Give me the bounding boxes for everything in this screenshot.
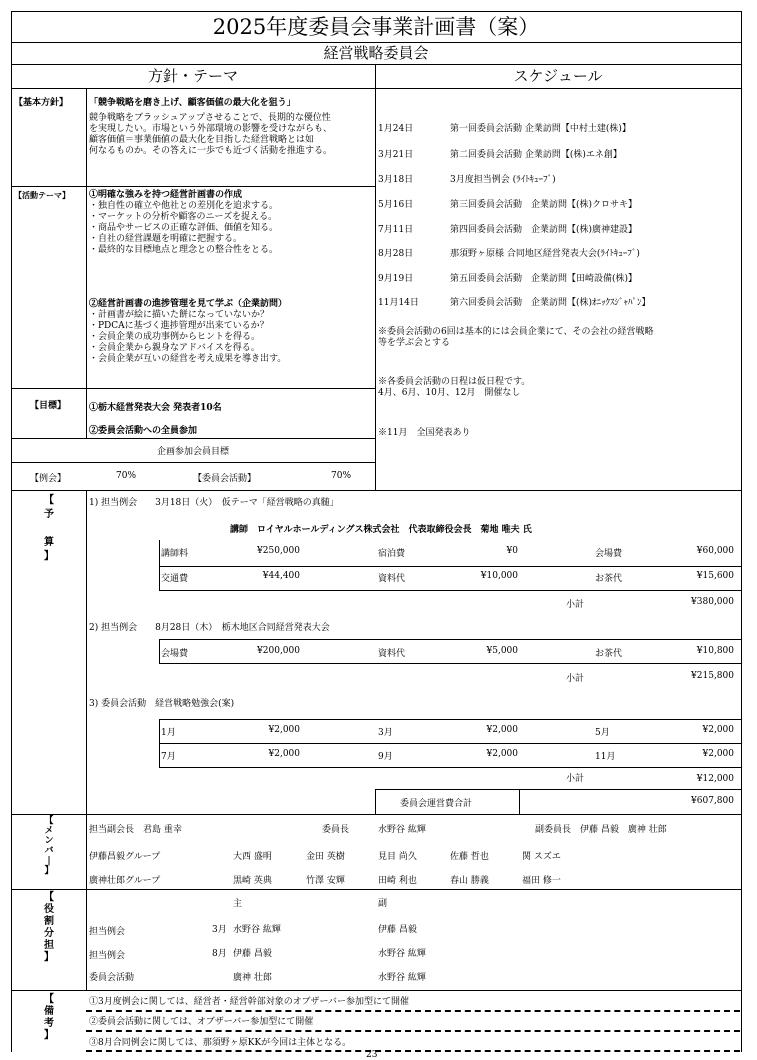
member-text: 田崎 利也 (378, 876, 417, 886)
committee-name: 経営戦略委員会 (323, 44, 429, 62)
budget-item-label: 3月 (378, 728, 393, 738)
budget-s3-header: 3) 委員会活動 経営戦略勉強会(案) (89, 699, 235, 709)
budget-item-value: ¥15,600 (696, 571, 734, 581)
role-month: 8月 (212, 949, 227, 959)
budget-item-label: 交通費 (161, 574, 189, 584)
budget-item-value: ¥200,000 (257, 646, 300, 656)
schedule-date: 5月16日 (378, 200, 414, 210)
budget-item-label: 会場費 (595, 549, 623, 559)
subtotal-value: ¥12,000 (696, 774, 734, 784)
goal-1: ①栃木経営発表大会 発表者10名 (89, 403, 222, 413)
budget-item-value: ¥60,000 (696, 546, 734, 556)
role-sub: 水野谷 紘輝 (378, 973, 426, 983)
schedule-event: 3月度担当例会 (ﾗｲﾄｷｭｰﾌﾞ) (450, 175, 556, 185)
role-sub: 水野谷 紘輝 (378, 949, 426, 959)
budget-s1-lecturer: 講師 ロイヤルホールディングス株式会社 代表取締役会長 菊地 唯夫 氏 (230, 525, 532, 535)
remark-item: ③8月合同例会に関しては、那須野ヶ原KKが今回は主体となる。 (89, 1038, 352, 1048)
budget-item-value: ¥250,000 (257, 546, 300, 556)
schedule-date: 11月14日 (378, 298, 419, 308)
schedule-note-3: ※11月 全国発表あり (378, 428, 471, 438)
participation-header: 企画参加会員目標 (156, 447, 229, 457)
schedule-event: 第一回委員会活動 企業訪問【中村土建(株)】 (450, 124, 631, 134)
schedule-date: 9月19日 (378, 274, 414, 284)
member-text: 副委員長 伊藤 昌毅 廣神 壮郎 (535, 825, 667, 835)
role-main: 廣神 壮郎 (233, 973, 272, 983)
total-value: ¥607,800 (691, 796, 734, 806)
reikai-value: 70% (116, 471, 137, 481)
member-text: 竹澤 安輝 (306, 876, 345, 886)
subtotal-label: 小計 (566, 600, 585, 610)
subtotal-value: ¥380,000 (691, 597, 734, 607)
member-text: 担当副会長 君島 重幸 (89, 825, 182, 835)
budget-item-label: 会場費 (161, 649, 189, 659)
budget-item-value: ¥10,800 (696, 646, 734, 656)
basic-policy-heading: 「競争戦略を磨き上げ、顧客価値の最大化を狙う」 (89, 98, 296, 108)
roles-main-header: 主 (233, 899, 243, 909)
member-text: 関 スズエ (522, 852, 561, 862)
member-text: 福田 修一 (522, 876, 561, 886)
member-text: 大西 盛明 (233, 852, 272, 862)
budget-s2-header: 2) 担当例会 8月28日（木） 栃木地区合同経営発表大会 (89, 623, 330, 633)
remarks-label: 【 備 考 】 (44, 994, 54, 1041)
budget-item-label: お茶代 (595, 574, 623, 584)
policy-header: 方針・テーマ (147, 67, 238, 85)
budget-item-value: ¥2,000 (486, 725, 518, 735)
iinkai-value: 70% (331, 471, 352, 481)
remark-item: ②委員会活動に関しては、オブザーバー参加型にて開催 (89, 1017, 314, 1027)
schedule-date: 8月28日 (378, 249, 414, 259)
budget-item-label: 講師料 (161, 549, 189, 559)
schedule-header: スケジュール (513, 67, 603, 85)
budget-item-label: 1月 (161, 728, 176, 738)
budget-item-label: 宿泊費 (378, 549, 406, 559)
basic-policy-body: 競争戦略をブラッシュアップさせることで、長期的な優位性 を実現したい。市場という外部環境の影響を受けながらも、 顧客価値＝事業価値の最大化を目指した経営戦略とは如 何なるものか。その答えに一歩でも近づく活動を推進する。 (89, 113, 333, 156)
schedule-note-1: ※委員会活動の6回は基本的には会員企業にて、その会社の経営戦略 等を学ぶ会とする (378, 327, 654, 348)
reikai-label: 【例会】 (30, 474, 67, 484)
subtotal-value: ¥215,800 (691, 671, 734, 681)
total-label: 委員会運営費合計 (400, 799, 473, 809)
schedule-event: 第四回委員会活動 企業訪問【(株)廣神建設】 (450, 225, 638, 235)
role-sub: 伊藤 昌毅 (378, 925, 417, 935)
budget-item-value: ¥2,000 (486, 749, 518, 759)
subtotal-label: 小計 (566, 674, 585, 684)
budget-item-value: ¥2,000 (702, 725, 734, 735)
schedule-date: 1月24日 (378, 124, 414, 134)
basic-policy-label: 【基本方針】 (14, 98, 69, 108)
role-name: 担当例会 (89, 927, 126, 937)
budget-item-value: ¥44,400 (262, 571, 300, 581)
budget-item-value: ¥2,000 (268, 725, 300, 735)
role-month: 3月 (212, 925, 227, 935)
budget-label: 【 予 算 】 (44, 495, 54, 562)
page-number: 23 (366, 1050, 378, 1060)
schedule-event: 第五回委員会活動 企業訪問【田崎設備(株)】 (450, 274, 638, 284)
schedule-note-2: ※各委員会活動の日程は仮日程です。 4月、6月、10月、12月 開催なし (378, 377, 531, 398)
budget-item-label: 9月 (378, 752, 393, 762)
schedule-event: 那須野ヶ原様 合同地区経営発表大会(ﾗｲﾄｷｭｰﾌﾞ) (450, 249, 640, 259)
theme-2: ②経営計画書の進捗管理を見て学ぶ（企業訪問） ・計画書が絵に描いた餅になっていないか？ ・PDCAに基づく進捗管理が出来ているか？ ・会員企業の成功事例からヒントを得る。 ・会員企業から親身なアドバイスを得る。 ・会員企業が互いの経営を考え成果を導き出す。 (89, 299, 288, 364)
budget-s1-header: 1) 担当例会 3月18日（火） 仮テーマ「経営戦略の真髄」 (89, 498, 339, 508)
activity-theme-label: 【活動テーマ】 (14, 190, 70, 200)
role-name: 委員会活動 (89, 973, 135, 983)
budget-item-value: ¥2,000 (268, 749, 300, 759)
schedule-event: 第二回委員会活動 企業訪問【(株)エネ創】 (450, 150, 622, 160)
budget-item-value: ¥10,000 (480, 571, 518, 581)
member-text: 黒崎 英典 (233, 876, 272, 886)
subtotal-label: 小計 (566, 774, 585, 784)
budget-item-label: 11月 (595, 752, 616, 762)
schedule-date: 3月18日 (378, 175, 414, 185)
remark-item: ①3月度例会に関しては、経営者・経営幹部対象のオブザーバー参加型にて開催 (89, 997, 410, 1007)
schedule-date: 7月11日 (378, 225, 414, 235)
member-text: 見目 尚久 (378, 852, 417, 862)
page-title: 2025年度委員会事業計画書（案） (212, 15, 540, 39)
budget-item-value: ¥2,000 (702, 749, 734, 759)
schedule-date: 3月21日 (378, 150, 414, 160)
member-text: 金田 英樹 (306, 852, 345, 862)
budget-item-label: 資料代 (378, 574, 406, 584)
roles-label: 【 役 割 分 担 】 (44, 892, 54, 963)
budget-item-label: 5月 (595, 728, 610, 738)
budget-item-label: 7月 (161, 752, 176, 762)
member-text: 廣神壮郎グループ (89, 876, 161, 886)
roles-sub-header: 副 (378, 899, 388, 909)
goal-2: ②委員会活動への全員参加 (89, 426, 198, 436)
schedule-event: 第三回委員会活動 企業訪問【(株)クロサキ】 (450, 200, 638, 210)
budget-item-value: ¥0 (506, 546, 518, 556)
role-main: 伊藤 昌毅 (233, 949, 272, 959)
member-text: 伊藤昌毅グループ (89, 852, 161, 862)
role-main: 水野谷 紘輝 (233, 925, 281, 935)
iinkai-label: 【委員会活動】 (193, 474, 257, 484)
member-text: 委員長 (322, 825, 350, 835)
member-text: 佐藤 哲也 (450, 852, 489, 862)
theme-1: ①明確な強みを持つ経営計画書の作成 ・独自性の確立や他社との差別化を追求する。 ・マーケットの分析や顧客のニーズを捉える。 ・商品やサービスの正確な評価、価値を知る。 ・自社の経営課題を明確に把握する。 ・最終的な目標地点と理念との整合性をとる。 (89, 190, 279, 255)
role-name: 担当例会 (89, 951, 126, 961)
member-text: 春山 勝義 (450, 876, 489, 886)
members-label: 【 メ ン バ | 】 (44, 816, 54, 876)
goals-label: 【目標】 (30, 401, 67, 411)
budget-item-label: お茶代 (595, 649, 623, 659)
budget-item-label: 資料代 (378, 649, 406, 659)
member-text: 水野谷 紘輝 (378, 825, 426, 835)
budget-item-value: ¥5,000 (486, 646, 518, 656)
schedule-event: 第六回委員会活動 企業訪問【(株)ｵﾆｯｸｽｼﾞｬﾊﾟﾝ】 (450, 298, 651, 308)
